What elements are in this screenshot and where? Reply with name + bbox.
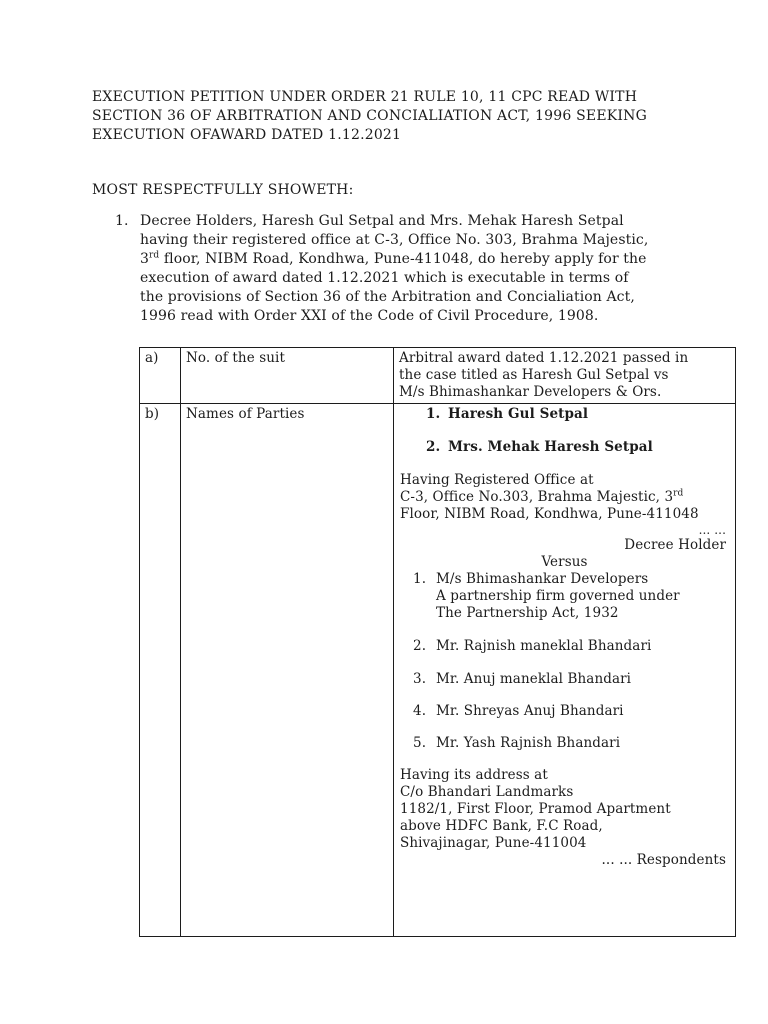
decree-holder-1-name: Haresh Gul Setpal: [448, 406, 589, 422]
row-a-value: [394, 348, 736, 404]
respondent-item-1: [394, 571, 735, 622]
address-line-5: Shivajinagar, Pune-411004: [400, 835, 587, 851]
paragraph-line-6: 1996 read with Order XXI of the Code of Civil Procedure, 1908.: [140, 308, 599, 324]
paragraph-line-4: execution of award dated 1.12.2021 which is executable in terms of: [140, 270, 629, 286]
paragraph-line-2: having their registered office at C-3, Office No. 303, Brahma Majestic,: [140, 232, 649, 248]
paragraph-line-5: the provisions of Section 36 of the Arbitration and Concialiation Act,: [140, 289, 635, 305]
row-b-value: [394, 404, 736, 937]
table-row-a: [140, 348, 736, 404]
registered-office-line-1: Having Registered Office at: [400, 472, 594, 488]
respondents-designation: ... ... Respondents: [601, 852, 726, 868]
respondent-4-number: 4.: [413, 703, 427, 719]
row-a-value-line-3: M/s Bhimashankar Developers & Ors.: [399, 384, 662, 400]
respondent-item-3: [394, 671, 735, 688]
respondent-item-4: [394, 703, 735, 720]
ordinal-superscript: rd: [149, 250, 160, 261]
respondent-2-number: 2.: [413, 638, 427, 654]
respondent-1-line-3: The Partnership Act, 1932: [436, 605, 619, 621]
salutation: MOST RESPECTFULLY SHOWETH:: [92, 182, 354, 198]
address-line-3: 1182/1, First Floor, Pramod Apartment: [400, 801, 671, 817]
address-line-2: C/o Bhandari Landmarks: [400, 784, 574, 800]
numbered-paragraph-1: [115, 212, 680, 326]
respondent-1-line-2: A partnership firm governed under: [436, 588, 680, 604]
row-a-value-line-2: the case titled as Haresh Gul Setpal vs: [399, 367, 669, 383]
title-line-1: EXECUTION PETITION UNDER ORDER 21 RULE 10, 11 CPC READ WITH: [92, 89, 638, 105]
paragraph-line-3: 3rd floor, NIBM Road, Kondhwa, Pune-411048, do hereby apply for the: [140, 250, 647, 267]
respondent-item-5: [394, 735, 735, 752]
respondent-item-2: [394, 638, 735, 655]
title-line-2: SECTION 36 OF ARBITRATION AND CONCIALIATION ACT, 1996 SEEKING: [92, 108, 647, 124]
decree-holder-2-number: 2.: [426, 439, 441, 455]
registered-office-block: [394, 472, 735, 523]
row-a-value-line-1: Arbitral award dated 1.12.2021 passed in: [399, 350, 689, 366]
respondent-1-line-1: M/s Bhimashankar Developers: [436, 571, 649, 587]
registered-office-line-2: C-3, Office No.303, Brahma Majestic, 3rd: [400, 488, 684, 505]
address-line-1: Having its address at: [400, 767, 548, 783]
row-b-label: b): [140, 404, 181, 937]
decree-holder-designation: Decree Holder: [624, 537, 726, 553]
decree-holder-1-number: 1.: [426, 406, 441, 422]
respondents-address-block: [394, 767, 735, 852]
case-details-table: [139, 347, 736, 937]
row-b-field: Names of Parties: [181, 404, 394, 937]
decree-holder-item-1: [394, 406, 735, 423]
versus-label: Versus: [541, 554, 588, 570]
respondent-3-text: Mr. Anuj maneklal Bhandari: [436, 671, 632, 687]
document-title: [92, 88, 682, 145]
row-a-label: a): [140, 348, 181, 404]
decree-holder-2-name: Mrs. Mehak Haresh Setpal: [448, 439, 653, 455]
ellipsis-dots: ... ...: [698, 523, 726, 537]
respondent-2-text: Mr. Rajnish maneklal Bhandari: [436, 638, 652, 654]
paragraph-line-1: Decree Holders, Haresh Gul Setpal and Mrs. Mehak Haresh Setpal: [140, 213, 624, 229]
title-line-3: EXECUTION OFAWARD DATED 1.12.2021: [92, 127, 402, 143]
respondent-1-text: [436, 571, 680, 622]
respondent-5-number: 5.: [413, 735, 427, 751]
address-line-4: above HDFC Bank, F.C Road,: [400, 818, 603, 834]
row-a-field: No. of the suit: [181, 348, 394, 404]
respondent-1-number: 1.: [413, 571, 427, 587]
registered-office-line-3: Floor, NIBM Road, Kondhwa, Pune-411048: [400, 506, 699, 522]
respondent-5-text: Mr. Yash Rajnish Bhandari: [436, 735, 621, 751]
decree-holder-item-2: [394, 439, 735, 456]
respondent-4-text: Mr. Shreyas Anuj Bhandari: [436, 703, 624, 719]
paragraph-text: [140, 212, 680, 326]
paragraph-number: 1.: [115, 213, 129, 229]
respondent-3-number: 3.: [413, 671, 427, 687]
table-row-b: [140, 404, 736, 937]
ordinal-superscript: rd: [673, 488, 684, 499]
